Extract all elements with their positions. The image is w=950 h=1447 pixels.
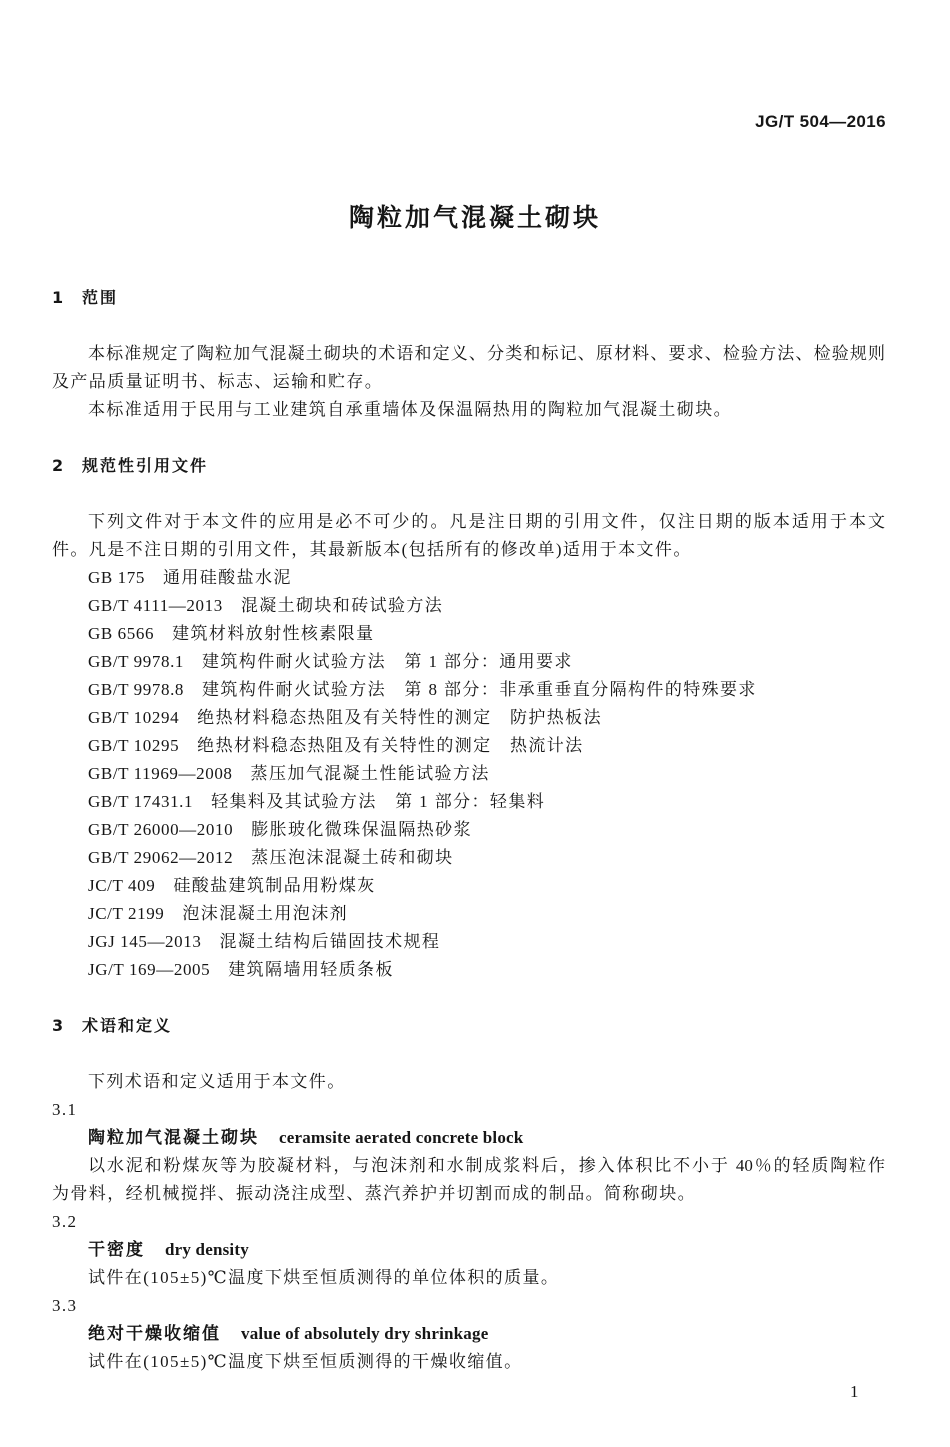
section-title: 范围 [82,288,119,307]
section-scope [52,284,885,424]
reference-code: GB/T 26000—2010 [88,820,234,839]
paragraph-line: 下列文件对于本文件的应用是必不可少的。凡是注日期的引用文件，仅注日期的版本适用于本文 [88,512,885,531]
reference-title: 硅酸盐建筑制品用粉煤灰 [173,876,376,895]
reference-code: GB/T 10294 [88,708,180,727]
reference-item [52,592,885,620]
reference-title: 蒸压加气混凝土性能试验方法 [250,764,490,783]
reference-code: GB/T 9978.1 [88,652,185,671]
reference-item [52,956,885,984]
reference-item [52,816,885,844]
reference-title: 建筑隔墙用轻质条板 [228,960,394,979]
reference-code: GB/T 11969—2008 [88,764,233,783]
reference-item [52,732,885,760]
reference-list [52,564,885,984]
reference-code: JC/T 2199 [88,904,165,923]
term-number: 3.3 [52,1296,78,1315]
page-number: 1 [850,1382,859,1401]
term-entry-3-2 [52,1208,885,1292]
reference-code: JC/T 409 [88,876,156,895]
reference-item [52,676,885,704]
reference-code: GB 175 [88,568,145,587]
term-definition-line: 为骨料，经机械搅拌、振动浇注成型、蒸汽养护并切割而成的制品。简称砌块。 [52,1184,696,1203]
term-chinese: 干密度 [88,1240,145,1260]
section-terms-and-definitions [52,1012,885,1376]
section-number: 3 [52,1016,64,1035]
section-title: 术语和定义 [82,1016,173,1035]
reference-item [52,844,885,872]
document-title: 陶粒加气混凝土砌块 [348,203,601,232]
reference-item [52,928,885,956]
section-heading [52,284,885,312]
reference-item [52,900,885,928]
section-heading [52,1012,885,1040]
reference-title: 泡沫混凝土用泡沫剂 [182,904,349,923]
section-number: 1 [52,288,64,307]
term-chinese: 陶粒加气混凝土砌块 [88,1128,259,1148]
reference-code: GB/T 29062—2012 [88,848,234,867]
term-english: ceramsite aerated concrete block [279,1128,524,1147]
reference-title: 混凝土结构后锚固技术规程 [219,932,441,951]
reference-item [52,620,885,648]
reference-title: 蒸压泡沫混凝土砖和砌块 [251,848,454,867]
reference-title: 通用硅酸盐水泥 [162,568,292,587]
standard-code: JG/T 504—2016 [755,112,886,131]
term-number: 3.1 [52,1100,78,1119]
term-chinese: 绝对干燥收缩值 [88,1324,221,1344]
reference-item [52,648,885,676]
reference-code: GB/T 10295 [88,736,180,755]
reference-title: 绝热材料稳态热阻及有关特性的测定 热流计法 [197,736,584,755]
term-definition-line: 以水泥和粉煤灰等为胶凝材料，与泡沫剂和水制成浆料后，掺入体积比不小于 40％的轻质陶粒作 [88,1156,885,1175]
reference-title: 轻集料及其试验方法 第 1 部分：轻集料 [211,792,546,811]
term-english: value of absolutely dry shrinkage [241,1324,489,1343]
section-title: 规范性引用文件 [82,456,209,475]
reference-title: 绝热材料稳态热阻及有关特性的测定 防护热板法 [197,708,602,727]
paragraph-line: 本标准适用于民用与工业建筑自承重墙体及保温隔热用的陶粒加气混凝土砌块。 [88,400,732,419]
term-heading [52,1236,885,1264]
reference-title: 混凝土砌块和砖试验方法 [240,596,444,615]
paragraph-line: 件。凡是不注日期的引用文件，其最新版本(包括所有的修改单)适用于本文件。 [52,540,692,559]
term-definition-line: 试件在(105±5)℃温度下烘至恒质测得的干燥收缩值。 [88,1352,523,1371]
section-number: 2 [52,456,64,475]
reference-item [52,564,885,592]
reference-item [52,788,885,816]
reference-item [52,704,885,732]
term-heading [52,1124,885,1152]
reference-title: 建筑构件耐火试验方法 第 1 部分：通用要求 [202,652,573,671]
paragraph-line: 下列术语和定义适用于本文件。 [88,1072,346,1091]
paragraph-line: 本标准规定了陶粒加气混凝土砌块的术语和定义、分类和标记、原材料、要求、检验方法、检验规则 [88,344,885,363]
section-heading [52,452,885,480]
reference-code: JG/T 169—2005 [88,960,211,979]
section-normative-references [52,452,885,984]
term-english: dry density [165,1240,249,1259]
reference-code: JGJ 145—2013 [88,932,202,951]
reference-code: GB 6566 [88,624,155,643]
reference-item [52,760,885,788]
reference-code: GB/T 9978.8 [88,680,185,699]
reference-title: 膨胀玻化微珠保温隔热砂浆 [251,820,472,839]
reference-title: 建筑材料放射性核素限量 [172,624,375,643]
reference-title: 建筑构件耐火试验方法 第 8 部分：非承重垂直分隔构件的特殊要求 [202,680,757,699]
document-body [52,284,885,1376]
term-heading [52,1320,885,1348]
reference-code: GB/T 17431.1 [88,792,194,811]
reference-code: GB/T 4111—2013 [88,596,223,615]
reference-item [52,872,885,900]
term-number: 3.2 [52,1212,78,1231]
term-entry-3-1 [52,1096,885,1208]
term-entry-3-3 [52,1292,885,1376]
term-definition-line: 试件在(105±5)℃温度下烘至恒质测得的单位体积的质量。 [88,1268,560,1287]
paragraph-line: 及产品质量证明书、标志、运输和贮存。 [52,372,384,391]
